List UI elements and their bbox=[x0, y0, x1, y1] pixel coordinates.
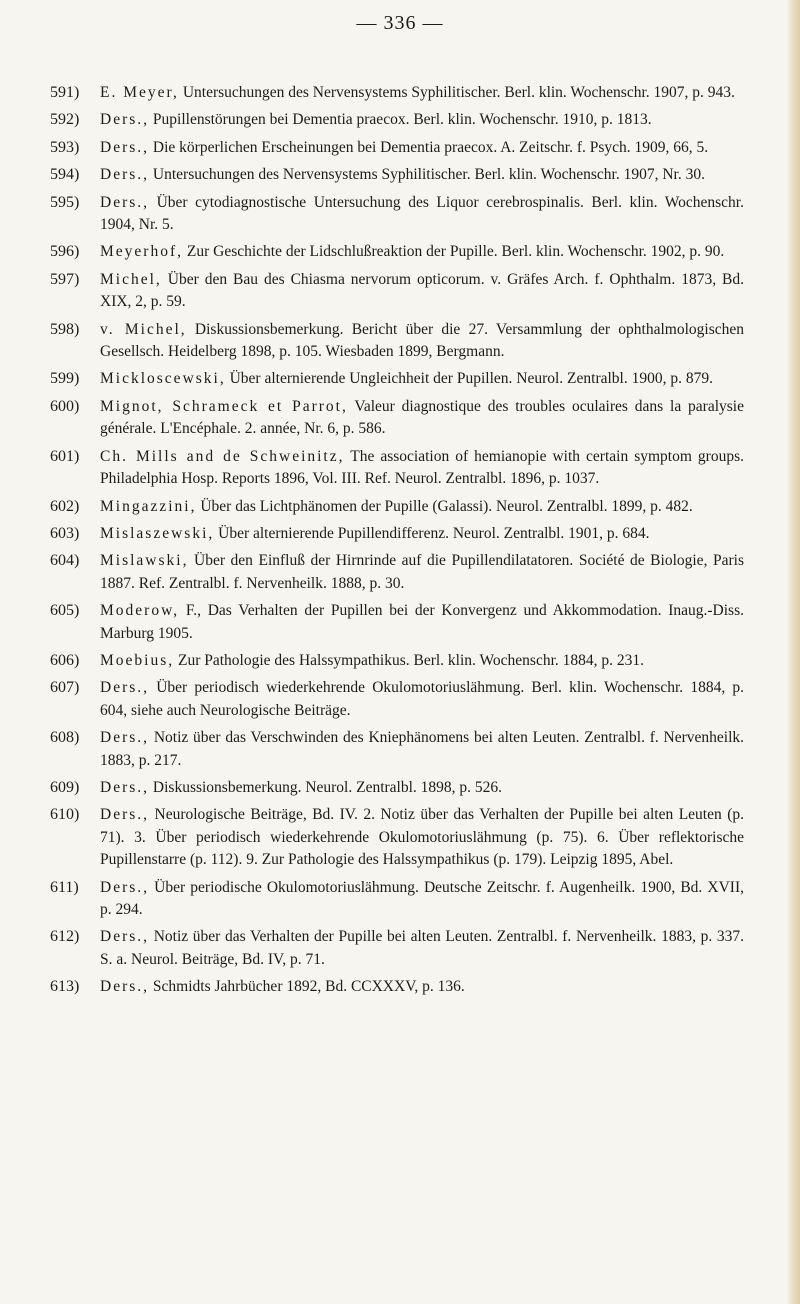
reference-text: Die körperlichen Erscheinungen bei Dementia praecox. A. Zeitschr. f. Psych. 1909, 66, 5. bbox=[152, 138, 709, 156]
reference-author: v. Michel, bbox=[100, 320, 187, 338]
reference-entry bbox=[50, 877, 744, 922]
reference-author: Meyerhof, bbox=[100, 243, 183, 261]
reference-number: 595) bbox=[50, 193, 80, 211]
reference-number: 604) bbox=[50, 552, 80, 570]
reference-author: Ders., bbox=[100, 111, 150, 129]
page-number: — 336 — bbox=[356, 12, 444, 34]
reference-entry bbox=[50, 192, 744, 237]
reference-number: 603) bbox=[50, 524, 80, 542]
reference-author: Mignot, Schrameck et Parrot, bbox=[100, 397, 348, 415]
reference-text: Zur Geschichte der Lidschlußreaktion der Pupille. Berl. klin. Wochenschr. 1902, p. 90. bbox=[186, 243, 725, 261]
reference-author: Ders., bbox=[100, 166, 150, 184]
reference-author: Moderow, bbox=[100, 602, 180, 620]
reference-author: Ch. Mills and de Schweinitz, bbox=[100, 447, 345, 465]
reference-number: 601) bbox=[50, 447, 80, 465]
reference-entry bbox=[50, 319, 744, 364]
reference-entry bbox=[50, 804, 744, 871]
reference-text: Pupillenstörungen bei Dementia praecox. Berl. klin. Wochenschr. 1910, p. 1813. bbox=[152, 111, 652, 129]
reference-number: 593) bbox=[50, 138, 80, 156]
reference-entry bbox=[50, 396, 744, 441]
reference-number: 594) bbox=[50, 166, 80, 184]
reference-author: E. Meyer, bbox=[100, 84, 179, 101]
reference-entry bbox=[50, 241, 744, 263]
reference-number: 597) bbox=[50, 270, 80, 288]
reference-number: 613) bbox=[50, 978, 80, 996]
reference-author: Mislaszewski, bbox=[100, 524, 215, 542]
reference-text: Untersuchungen des Nervensystems Syphilitischer. Berl. klin. Wochenschr. 1907, Nr. 30. bbox=[152, 166, 705, 184]
reference-number: 607) bbox=[50, 679, 80, 697]
reference-author: Ders., bbox=[100, 193, 150, 211]
reference-text: Über alternierende Ungleichheit der Pupillen. Neurol. Zentralbl. 1900, p. 879. bbox=[229, 370, 713, 388]
reference-entry bbox=[50, 368, 744, 390]
reference-text: Zur Pathologie des Halssympathikus. Berl. klin. Wochenschr. 1884, p. 231. bbox=[178, 651, 644, 669]
reference-entry bbox=[50, 926, 744, 971]
reference-text: Über den Bau des Chiasma nervorum opticorum. v. Gräfes Arch. f. Ophthalm. 1873, Bd. XIX, 2, p. 59. bbox=[100, 270, 744, 311]
reference-entry bbox=[50, 109, 744, 131]
reference-number: 608) bbox=[50, 729, 80, 747]
reference-entry bbox=[50, 164, 744, 186]
reference-author: Ders., bbox=[100, 729, 150, 747]
reference-author: Mingazzini, bbox=[100, 497, 197, 515]
reference-text: Diskussionsbemerkung. Bericht über die 27. Versammlung der ophthalmologischen Gesellsch. Heidelberg 1898, p. 105. Wiesbaden 1899, Bergmann. bbox=[100, 320, 745, 361]
reference-entry bbox=[50, 777, 744, 799]
reference-entry bbox=[50, 600, 744, 645]
reference-author: Mickloscewski, bbox=[100, 370, 226, 388]
reference-entry bbox=[50, 727, 744, 772]
reference-text: Über cytodiagnostische Untersuchung des Liquor cerebrospinalis. Berl. klin. Wochenschr. 1904, Nr. 5. bbox=[100, 193, 744, 234]
reference-entry bbox=[50, 976, 744, 998]
reference-text: Über das Lichtphänomen der Pupille (Galassi). Neurol. Zentralbl. 1899, p. 482. bbox=[200, 497, 693, 515]
reference-number: 611) bbox=[50, 878, 79, 896]
reference-number: 605) bbox=[50, 602, 80, 620]
reference-text: Über periodisch wiederkehrende Okulomotoriuslähmung. Berl. klin. Wochenschr. 1884, p. 604, siehe auch Neurologische Beiträge. bbox=[100, 679, 745, 719]
reference-author: Michel, bbox=[100, 270, 162, 288]
reference-text: F., Das Verhalten der Pupillen bei der Konvergenz und Akkommodation. Inaug.-Diss. Marburg 1905. bbox=[100, 602, 744, 642]
reference-entry bbox=[50, 446, 744, 491]
reference-text: Diskussionsbemerkung. Neurol. Zentralbl. 1898, p. 526. bbox=[152, 778, 503, 796]
reference-text: Neurologische Beiträge, Bd. IV. 2. Notiz über das Verhalten der Pupille bei alten Leuten (p. 71). 3. Über periodisch wiederkehrende Okulomotoriuslähmung (p. 75). 6. Über reflektorische Pupillenstarre (p. 112). 9. Zur Pathologie des Halssympathikus (p. 179). Leipzig 1895, Abel. bbox=[100, 806, 744, 869]
reference-text: Über den Einfluß der Hirnrinde auf die Pupillendilatatoren. Société de Biologie, Paris 1887. Ref. Zentralbl. f. Nervenheilk. 1888, p. 30. bbox=[100, 552, 744, 592]
reference-text: Über periodische Okulomotoriuslähmung. Deutsche Zeitschr. f. Augenheilk. 1900, Bd. XVII, p. 294. bbox=[100, 878, 745, 918]
reference-text: The association of hemianopie with certain symptom groups. Philadelphia Hosp. Reports 1896, Vol. III. Ref. Neurol. Zentralbl. 1896, p. 1037. bbox=[100, 447, 744, 488]
reference-text: Schmidts Jahrbücher 1892, Bd. CCXXXV, p. 136. bbox=[152, 978, 465, 996]
reference-author: Ders., bbox=[100, 806, 150, 824]
reference-number: 606) bbox=[50, 651, 80, 669]
reference-text: Über alternierende Pupillendifferenz. Neurol. Zentralbl. 1901, p. 684. bbox=[218, 524, 650, 542]
reference-author: Ders., bbox=[100, 878, 150, 896]
reference-entry bbox=[50, 650, 744, 672]
reference-author: Ders., bbox=[100, 138, 150, 156]
reference-number: 610) bbox=[50, 806, 80, 824]
reference-entry bbox=[50, 523, 744, 545]
reference-author: Ders., bbox=[100, 778, 150, 796]
reference-entry bbox=[50, 269, 744, 314]
reference-author: Mislawski, bbox=[100, 552, 189, 570]
reference-text: Notiz über das Verhalten der Pupille bei alten Leuten. Zentralbl. f. Nervenheilk. 1883, p. 337. S. a. Neurol. Beiträge, Bd. IV, p. 71. bbox=[100, 928, 744, 968]
reference-number: 596) bbox=[50, 243, 80, 261]
reference-number: 612) bbox=[50, 928, 80, 946]
reference-entry bbox=[50, 550, 744, 595]
reference-text: Valeur diagnostique des troubles oculaires dans la paralysie générale. L'Encéphale. 2. année, Nr. 6, p. 586. bbox=[100, 397, 744, 438]
reference-text: Untersuchungen des Nervensystems Syphilitischer. Berl. klin. Wochenschr. 1907, p. 943. bbox=[182, 84, 735, 101]
reference-author: Ders., bbox=[100, 928, 150, 946]
reference-entry bbox=[50, 496, 744, 518]
page-edge bbox=[786, 0, 800, 1304]
reference-number: 592) bbox=[50, 111, 80, 129]
reference-list bbox=[50, 82, 744, 1004]
reference-entry bbox=[50, 677, 744, 722]
reference-entry bbox=[50, 82, 744, 104]
reference-number: 598) bbox=[50, 320, 80, 338]
reference-author: Ders., bbox=[100, 679, 150, 697]
reference-text: Notiz über das Verschwinden des Kniephänomens bei alten Leuten. Zentralbl. f. Nervenheilk. 1883, p. 217. bbox=[100, 729, 745, 769]
reference-number: 600) bbox=[50, 397, 80, 415]
reference-number: 609) bbox=[50, 778, 80, 796]
reference-number: 591) bbox=[50, 84, 80, 101]
reference-entry bbox=[50, 137, 744, 159]
reference-author: Moebius, bbox=[100, 651, 175, 669]
reference-number: 599) bbox=[50, 370, 80, 388]
reference-author: Ders., bbox=[100, 978, 150, 996]
reference-number: 602) bbox=[50, 497, 80, 515]
